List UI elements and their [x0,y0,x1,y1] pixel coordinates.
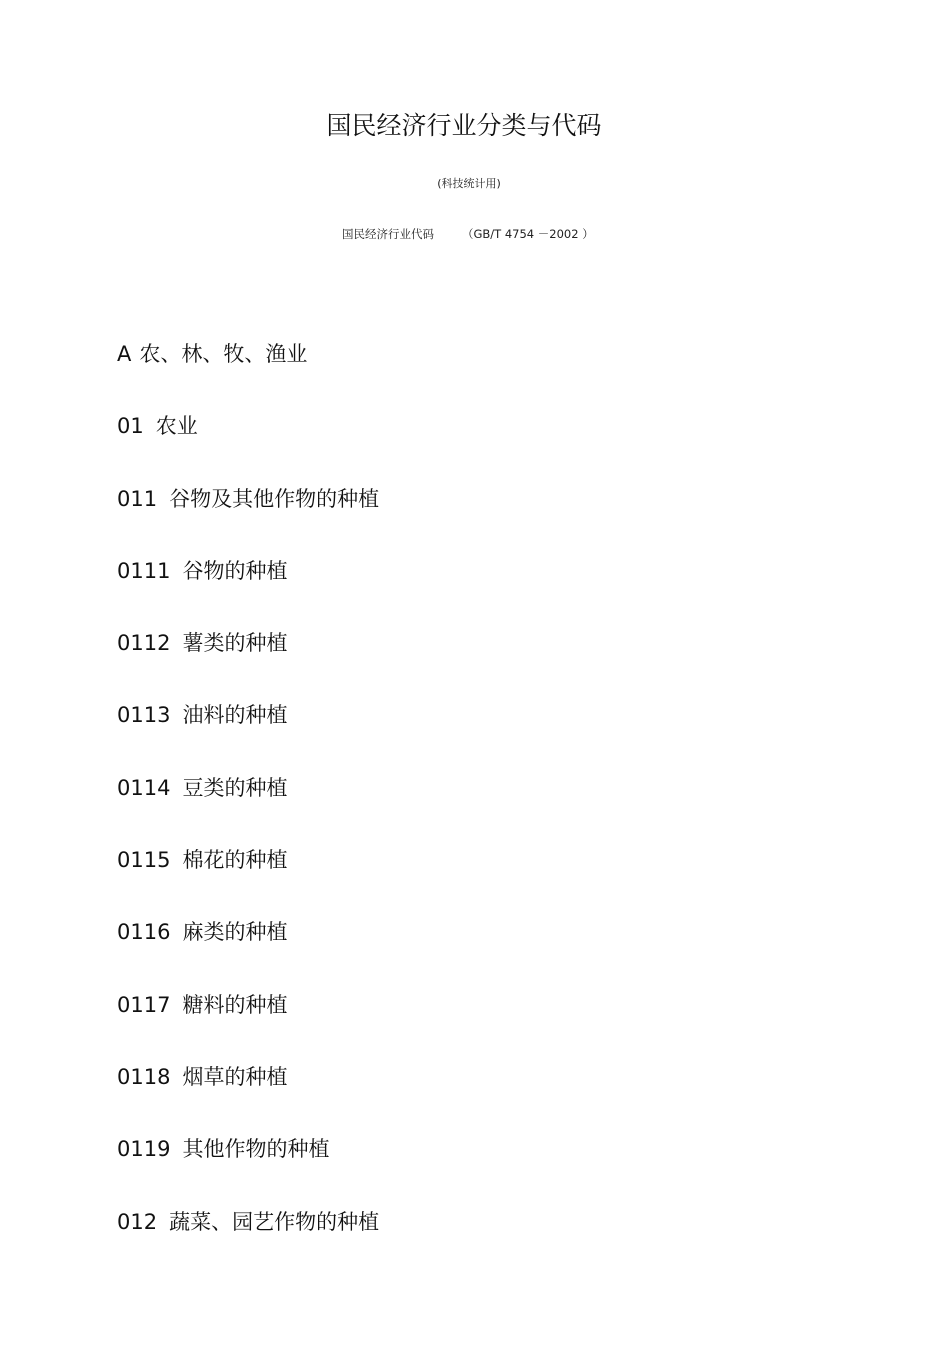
entry-name: 农、林、牧、渔业 [139,342,308,366]
list-item [117,914,379,986]
entry-name: 棉花的种植 [182,848,288,873]
list-item [117,1131,379,1203]
entry-code: 0119 [117,1137,171,1162]
list-item [117,336,379,408]
entry-code: 0117 [117,992,171,1017]
entry-name: 麻类的种植 [182,920,288,945]
entry-name: 其他作物的种植 [182,1137,330,1162]
entry-name: 糖料的种植 [182,992,288,1017]
list-item [117,1204,379,1276]
entry-name: 烟草的种植 [182,1064,288,1089]
entry-code: 01 [117,414,144,439]
list-item [117,481,379,553]
list-item [117,842,379,914]
entry-code: 0118 [117,1064,171,1089]
entry-name: 农业 [155,414,198,439]
industry-code-list [117,336,379,1276]
entry-code: 0114 [117,775,171,800]
entry-code: 0112 [117,631,171,656]
standard-code: （GB/T 4754 －2002 ） [462,227,594,241]
list-item [117,697,379,769]
entry-name: 蔬菜、园艺作物的种植 [169,1209,380,1234]
list-item [117,1059,379,1131]
list-item [117,553,379,625]
page-title: 国民经济行业分类与代码 [326,111,602,140]
entry-code: 0115 [117,848,171,873]
entry-code: 012 [117,1209,158,1234]
entry-code: 0113 [117,703,171,728]
entry-code: A [117,342,132,366]
list-item [117,987,379,1059]
list-item [117,408,379,480]
page-subtitle: (科技统计用) [437,177,501,190]
entry-name: 薯类的种植 [182,631,288,656]
entry-name: 谷物及其他作物的种植 [169,486,380,511]
entry-name: 豆类的种植 [182,775,288,800]
list-item [117,770,379,842]
standard-name: 国民经济行业代码 [342,227,434,241]
entry-code: 0111 [117,558,171,583]
entry-code: 0116 [117,920,171,945]
entry-name: 谷物的种植 [182,558,288,583]
list-item [117,625,379,697]
entry-name: 油料的种植 [182,703,288,728]
standard-reference [342,226,594,242]
entry-code: 011 [117,486,158,511]
